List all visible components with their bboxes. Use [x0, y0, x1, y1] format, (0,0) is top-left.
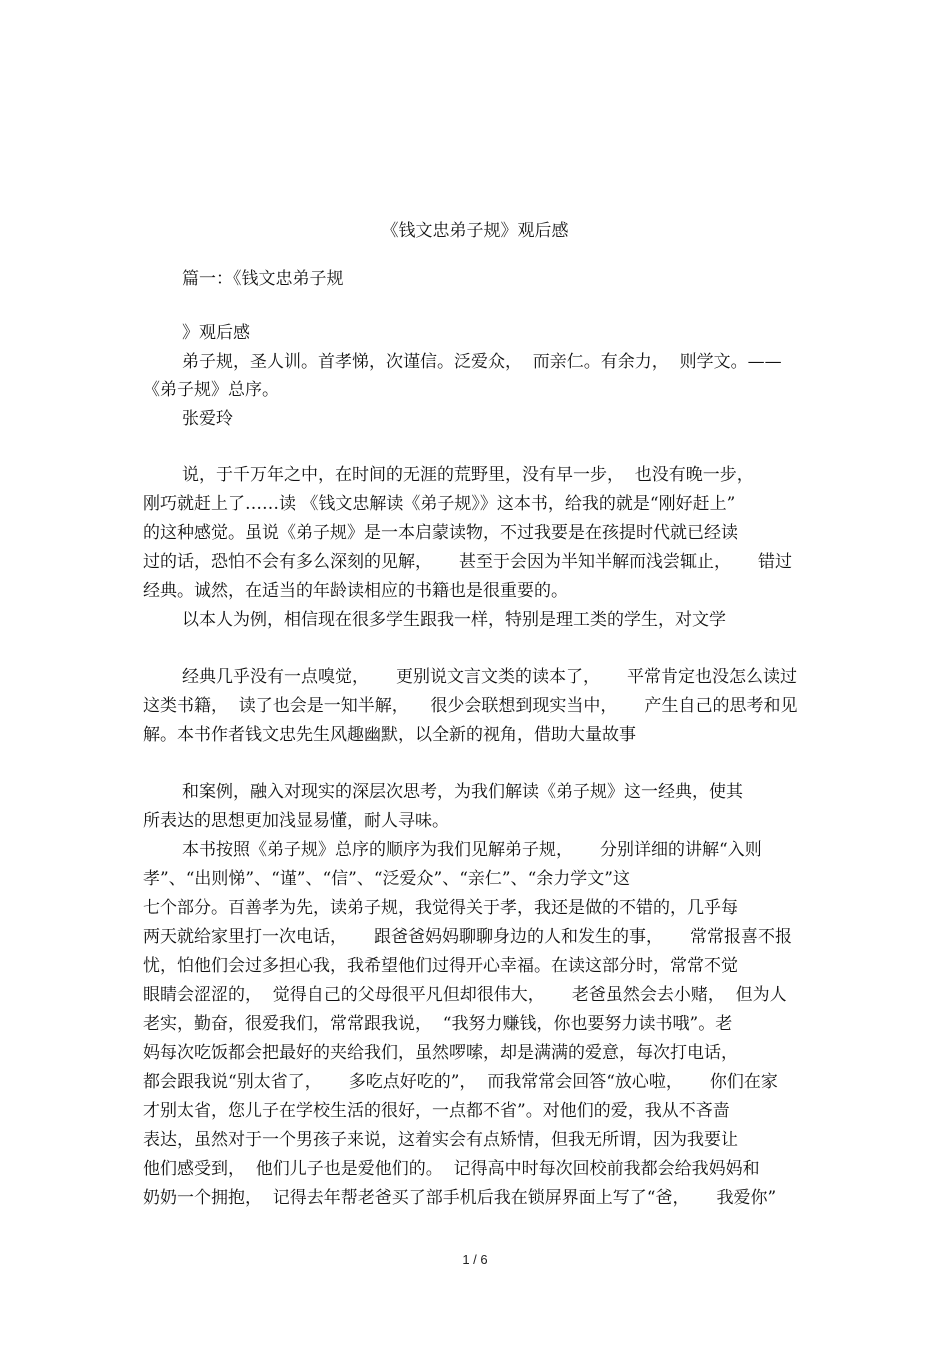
text-line: 以本人为例，相信现在很多学生跟我一样，特别是理工类的学生，对文学 — [182, 610, 726, 630]
text-line: 说，于千万年之中，在时间的无涯的荒野里，没有早一步， 也没有晚一步， — [182, 465, 754, 485]
text-line: 他们感受到， 他们儿子也是爱他们的。 记得高中时每次回校前我都会给我妈妈和 — [143, 1159, 760, 1179]
text-line: 所表达的思想更加浅显易懂，耐人寻味。 — [143, 811, 449, 831]
text-line: 经典。诚然，在适当的年龄读相应的书籍也是很重要的。 — [143, 581, 568, 601]
text-line: 都会跟我说“别太省了， 多吃点好吃的”， 而我常常会回答“放心啦， 你们在家 — [143, 1072, 778, 1092]
text-line: 经典几乎没有一点嗅觉， 更别说文言文类的读本了， 平常肯定也没怎么读过 — [182, 667, 798, 687]
text-line: 老实，勤奋，很爱我们，常常跟我说， “我努力赚钱，你也要努力读书哦”。老 — [143, 1014, 733, 1034]
text-line: 和案例，融入对现实的深层次思考，为我们解读《弟子规》这一经典，使其 — [182, 782, 743, 802]
text-line: 弟子规，圣人训。首孝悌，次谨信。泛爱众， 而亲仁。有余力， 则学文。—— — [182, 352, 782, 372]
text-line: 过的话，恐怕不会有多么深刻的见解， 甚至于会因为半知半解而浅尝辄止， 错过 — [143, 552, 793, 572]
text-line: 解。本书作者钱文忠先生风趣幽默，以全新的视角，借助大量故事 — [143, 725, 636, 745]
document-title: 《钱文忠弟子规》观后感 — [381, 221, 569, 241]
text-line: 两天就给家里打一次电话， 跟爸爸妈妈聊聊身边的人和发生的事， 常常报喜不报 — [143, 927, 793, 947]
text-line: 刚巧就赶上了……读 《钱文忠解读《弟子规》》这本书，给我的就是“刚好赶上” — [143, 494, 736, 514]
text-line: 本书按照《弟子规》总序的顺序为我们见解弟子规， 分别详细的讲解“入则 — [182, 840, 762, 860]
text-line: 七个部分。百善孝为先，读弟子规，我觉得关于孝，我还是做的不错的，几乎每 — [143, 898, 738, 918]
text-line: 妈每次吃饭都会把最好的夹给我们，虽然啰嗦，却是满满的爱意，每次打电话， — [143, 1043, 738, 1063]
text-line: 表达，虽然对于一个男孩子来说，这着实会有点矫情，但我无所谓，因为我要让 — [143, 1130, 738, 1150]
text-line: 这类书籍， 读了也会是一知半解， 很少会联想到现实当中， 产生自己的思考和见 — [143, 696, 798, 716]
text-line: 《弟子规》总序。 — [143, 380, 279, 400]
text-line: 张爱玲 — [182, 409, 233, 429]
text-line: 篇一：《钱文忠弟子规 — [182, 269, 344, 289]
text-line: 孝”、“出则悌”、“谨”、“信”、“泛爱众”、“亲仁”、“余力学文”这 — [143, 869, 630, 889]
text-line: 忧，怕他们会过多担心我，我希望他们过得开心幸福。在读这部分时，常常不觉 — [143, 956, 738, 976]
text-line: 》观后感 — [182, 323, 250, 343]
text-line: 奶奶一个拥抱， 记得去年帮老爸买了部手机后我在锁屏界面上写了“爸， 我爱你” — [143, 1188, 777, 1208]
text-line: 才别太省，您儿子在学校生活的很好，一点都不省”。对他们的爱，我从不吝啬 — [143, 1101, 730, 1121]
text-line: 的这种感觉。虽说《弟子规》是一本启蒙读物，不过我要是在孩提时代就已经读 — [143, 523, 738, 543]
text-line: 眼睛会涩涩的， 觉得自己的父母很平凡但却很伟大， 老爸虽然会去小赌， 但为人 — [143, 985, 787, 1005]
page-number: 1 / 6 — [462, 1252, 488, 1267]
